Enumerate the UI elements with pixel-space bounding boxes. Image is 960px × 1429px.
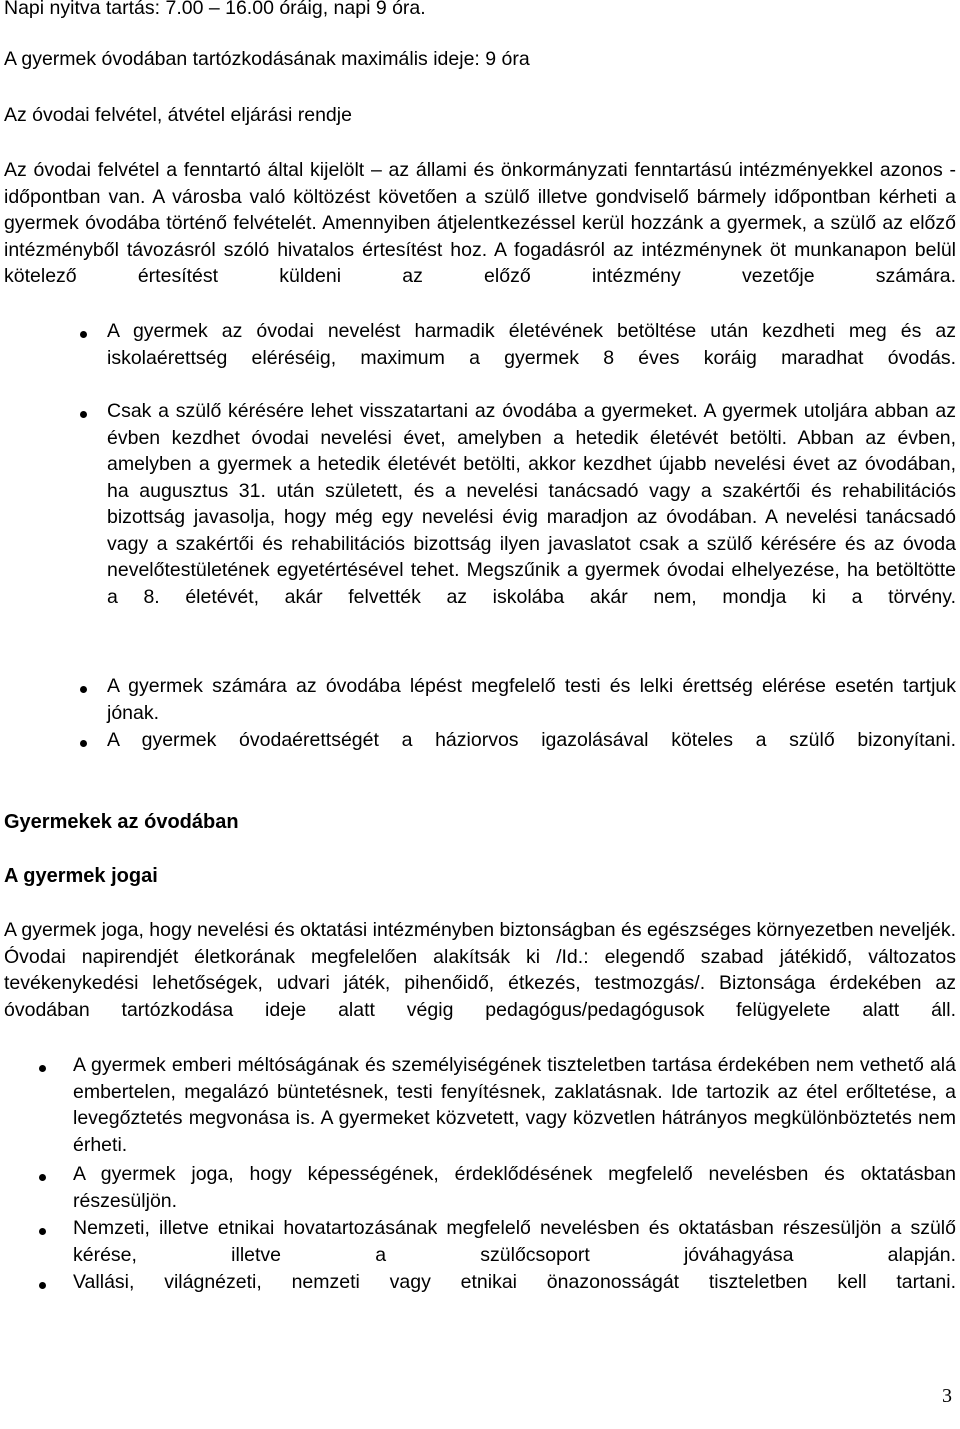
- list-item-text: Csak a szülő kérésére lehet visszatartani az óvodába a gyermeket. A gyermek utoljára abban az évben kezdhet óvodai nevelési évet, amelyben a hetedik életévét betölti. Abban az évben, amelyben a gyermek a hetedik életévét betölti, akkor kezdhet újabb nevelési évet az óvodában, ha augusztus 31. után született, és a nevelési tanácsadó vagy a szakértői és rehabilitációs bizottság javasolja, hogy még egy nevelési évig maradjon az óvodában. A nevelési tanácsadó vagy a szakértői és rehabilitációs bizottság ilyen javaslatot csak a szülő kérésére és az óvoda nevelőtestületének egyetértésével tehet. Megszűnik a gyermek óvodai elhelyezése, ha betöltötte a 8. életévét, akár felvették az iskolába akár nem, mondja ki a törvény.: [107, 400, 956, 608]
- bullet-icon: [80, 686, 87, 693]
- list-item-text: A gyermek óvodaérettségét a háziorvos igazolásával köteles a szülő bizonyítani.: [107, 729, 956, 751]
- bullet-icon: [39, 1228, 46, 1235]
- max-stay: A gyermek óvodában tartózkodásának maximális ideje: 9 óra: [4, 48, 530, 70]
- bullet-icon: [39, 1174, 46, 1181]
- bullet-icon: [80, 331, 87, 338]
- bullet-icon: [39, 1282, 46, 1289]
- children-paragraph: A gyermek joga, hogy nevelési és oktatási intézményben biztonságban és egészséges környezetben neveljék. Óvodai napirendjét életkorának megfelelően alakítsák ki /Id.: elegendő szabad játékidő, változatos tevékenykedési lehetőségek, udvari játék, pihenőidő, étkezés, testmozgás/. Biztonsága érdekében az óvodában tartózkodása ideje alatt végig pedagógus/pedagógusok felügyelete alatt áll.: [4, 919, 956, 1021]
- list-item-text: A gyermek emberi méltóságának és személyiségének tiszteletben tartása érdekében nem vethető alá embertelen, megalázó büntetésnek, testi fenyítésnek, zaklatásnak. Ide tartozik az étel erőltetése, a levegőztetés megvonása is. A gyermeket közvetett, vagy közvetlen hátrányos megkülönböztetés nem érheti.: [73, 1054, 956, 1156]
- list-item-text: A gyermek joga, hogy képességének, érdeklődésének megfelelő nevelésben és oktatásban részesüljön.: [73, 1163, 956, 1212]
- list-item-text: A gyermek számára az óvodába lépést megfelelő testi és lelki érettség elérése esetén tartjuk jónak.: [107, 675, 956, 724]
- page-number: 3: [942, 1385, 952, 1407]
- bullet-icon: [80, 411, 87, 418]
- bullet-icon: [80, 740, 87, 747]
- opening-hours: Napi nyitva tartás: 7.00 – 16.00 óráig, napi 9 óra.: [4, 0, 426, 19]
- children-rights-title: A gyermek jogai: [4, 865, 158, 887]
- section-title: Az óvodai felvétel, átvétel eljárási rendje: [4, 104, 352, 126]
- list-item-text: A gyermek az óvodai nevelést harmadik életévének betöltése után kezdheti meg és az iskolaérettség eléréséig, maximum a gyermek 8 éves koráig maradhat óvodás.: [107, 320, 956, 369]
- children-section-title: Gyermekek az óvodában: [4, 811, 239, 833]
- admission-paragraph: Az óvodai felvétel a fenntartó által kijelölt – az állami és önkormányzati fenntartású intézményekkel azonos - időpontban van. A városba való költözést követően a szülő illetve gondviselő bármely időpontban kérheti a gyermek óvodába történő felvételét. Amennyiben átjelentkezéssel kerül hozzánk a gyermek, a szülő az előző intézményből távozásról szóló hivatalos értesítést hoz. A fogadásról az intézménynek öt munkanapon belül kötelező értesítést küldeni az előző intézmény vezetője számára.: [4, 159, 956, 287]
- list-item-text: Nemzeti, illetve etnikai hovatartozásának megfelelő nevelésben és oktatásban részesüljön a szülő kérése, illetve a szülőcsoport jóváhagyása alapján.: [73, 1217, 956, 1266]
- list-item-text: Vallási, világnézeti, nemzeti vagy etnikai önazonosságát tiszteletben kell tartani.: [73, 1271, 956, 1293]
- bullet-icon: [39, 1065, 46, 1072]
